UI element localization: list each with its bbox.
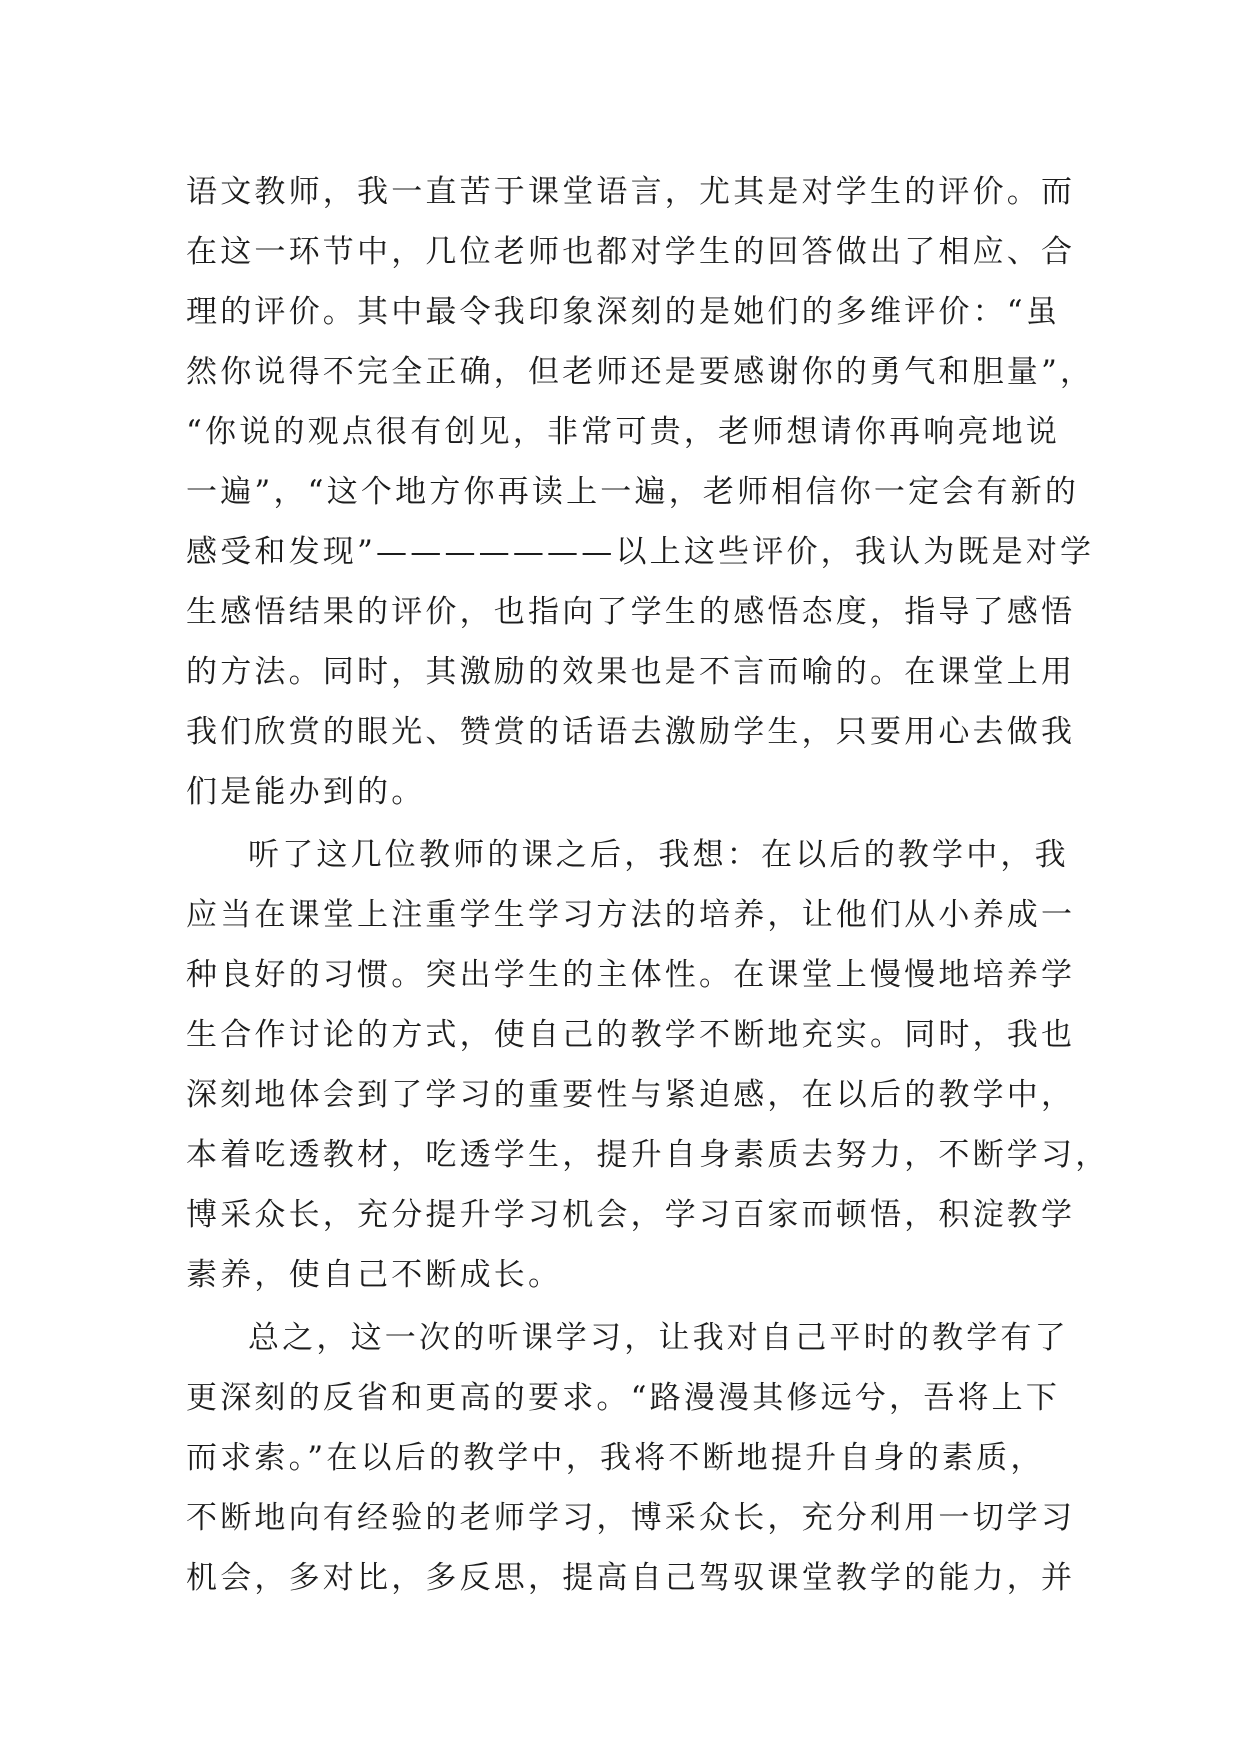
text-line: 我们欣赏的眼光、赞赏的话语去激励学生，只要用心去做我 (186, 714, 1076, 750)
text-line: 理的评价。其中最令我印象深刻的是她们的多维评价：“虽 (186, 294, 1061, 330)
document-body (186, 162, 1110, 1608)
paragraph-reflection (186, 825, 1110, 1305)
text-line: 而求索。”在以后的教学中，我将不断地提升自身的素质， (186, 1440, 1045, 1476)
text-line: 在这一环节中，几位老师也都对学生的回答做出了相应、合 (186, 234, 1076, 270)
text-line: 机会，多对比，多反思，提高自己驾驭课堂教学的能力，并 (186, 1560, 1076, 1596)
text-line: 应当在课堂上注重学生学习方法的培养，让他们从小养成一 (186, 897, 1076, 933)
text-line: 种良好的习惯。突出学生的主体性。在课堂上慢慢地培养学 (186, 957, 1076, 993)
text-line-first: 听了这几位教师的课之后，我想：在以后的教学中，我 (248, 837, 1069, 873)
text-line: 的方法。同时，其激励的效果也是不言而喻的。在课堂上用 (186, 654, 1076, 690)
text-line: 一遍”，“这个地方你再读上一遍，老师相信你一定会有新的 (186, 474, 1080, 510)
text-line: 深刻地体会到了学习的重要性与紧迫感，在以后的教学中， (186, 1077, 1076, 1113)
text-line: 然你说得不完全正确，但老师还是要感谢你的勇气和胆量”， (186, 354, 1095, 390)
paragraph-conclusion (186, 1308, 1086, 1608)
text-line: 生感悟结果的评价，也指向了学生的感悟态度，指导了感悟 (186, 594, 1076, 630)
text-line: 本着吃透教材，吃透学生，提升自身素质去努力，不断学习， (186, 1137, 1110, 1173)
text-line: 感受和发现”———————以上这些评价，我认为既是对学 (186, 534, 1095, 570)
text-line: “你说的观点很有创见，非常可贵，老师想请你再响亮地说 (186, 414, 1061, 450)
text-line: 素养，使自己不断成长。 (186, 1257, 563, 1293)
paragraph-evaluation (186, 162, 1095, 822)
text-line: 更深刻的反省和更高的要求。“路漫漫其修远兮，吾将上下 (186, 1380, 1061, 1416)
text-line: 生合作讨论的方式，使自己的教学不断地充实。同时，我也 (186, 1017, 1076, 1053)
text-line-first: 总之，这一次的听课学习，让我对自己平时的教学有了 (248, 1320, 1069, 1356)
text-line: 不断地向有经验的老师学习，博采众长，充分利用一切学习 (186, 1500, 1076, 1536)
text-line: 博采众长，充分提升学习机会，学习百家而顿悟，积淀教学 (186, 1197, 1076, 1233)
text-line: 们是能办到的。 (186, 774, 426, 810)
text-line: 语文教师，我一直苦于课堂语言，尤其是对学生的评价。而 (186, 174, 1076, 210)
